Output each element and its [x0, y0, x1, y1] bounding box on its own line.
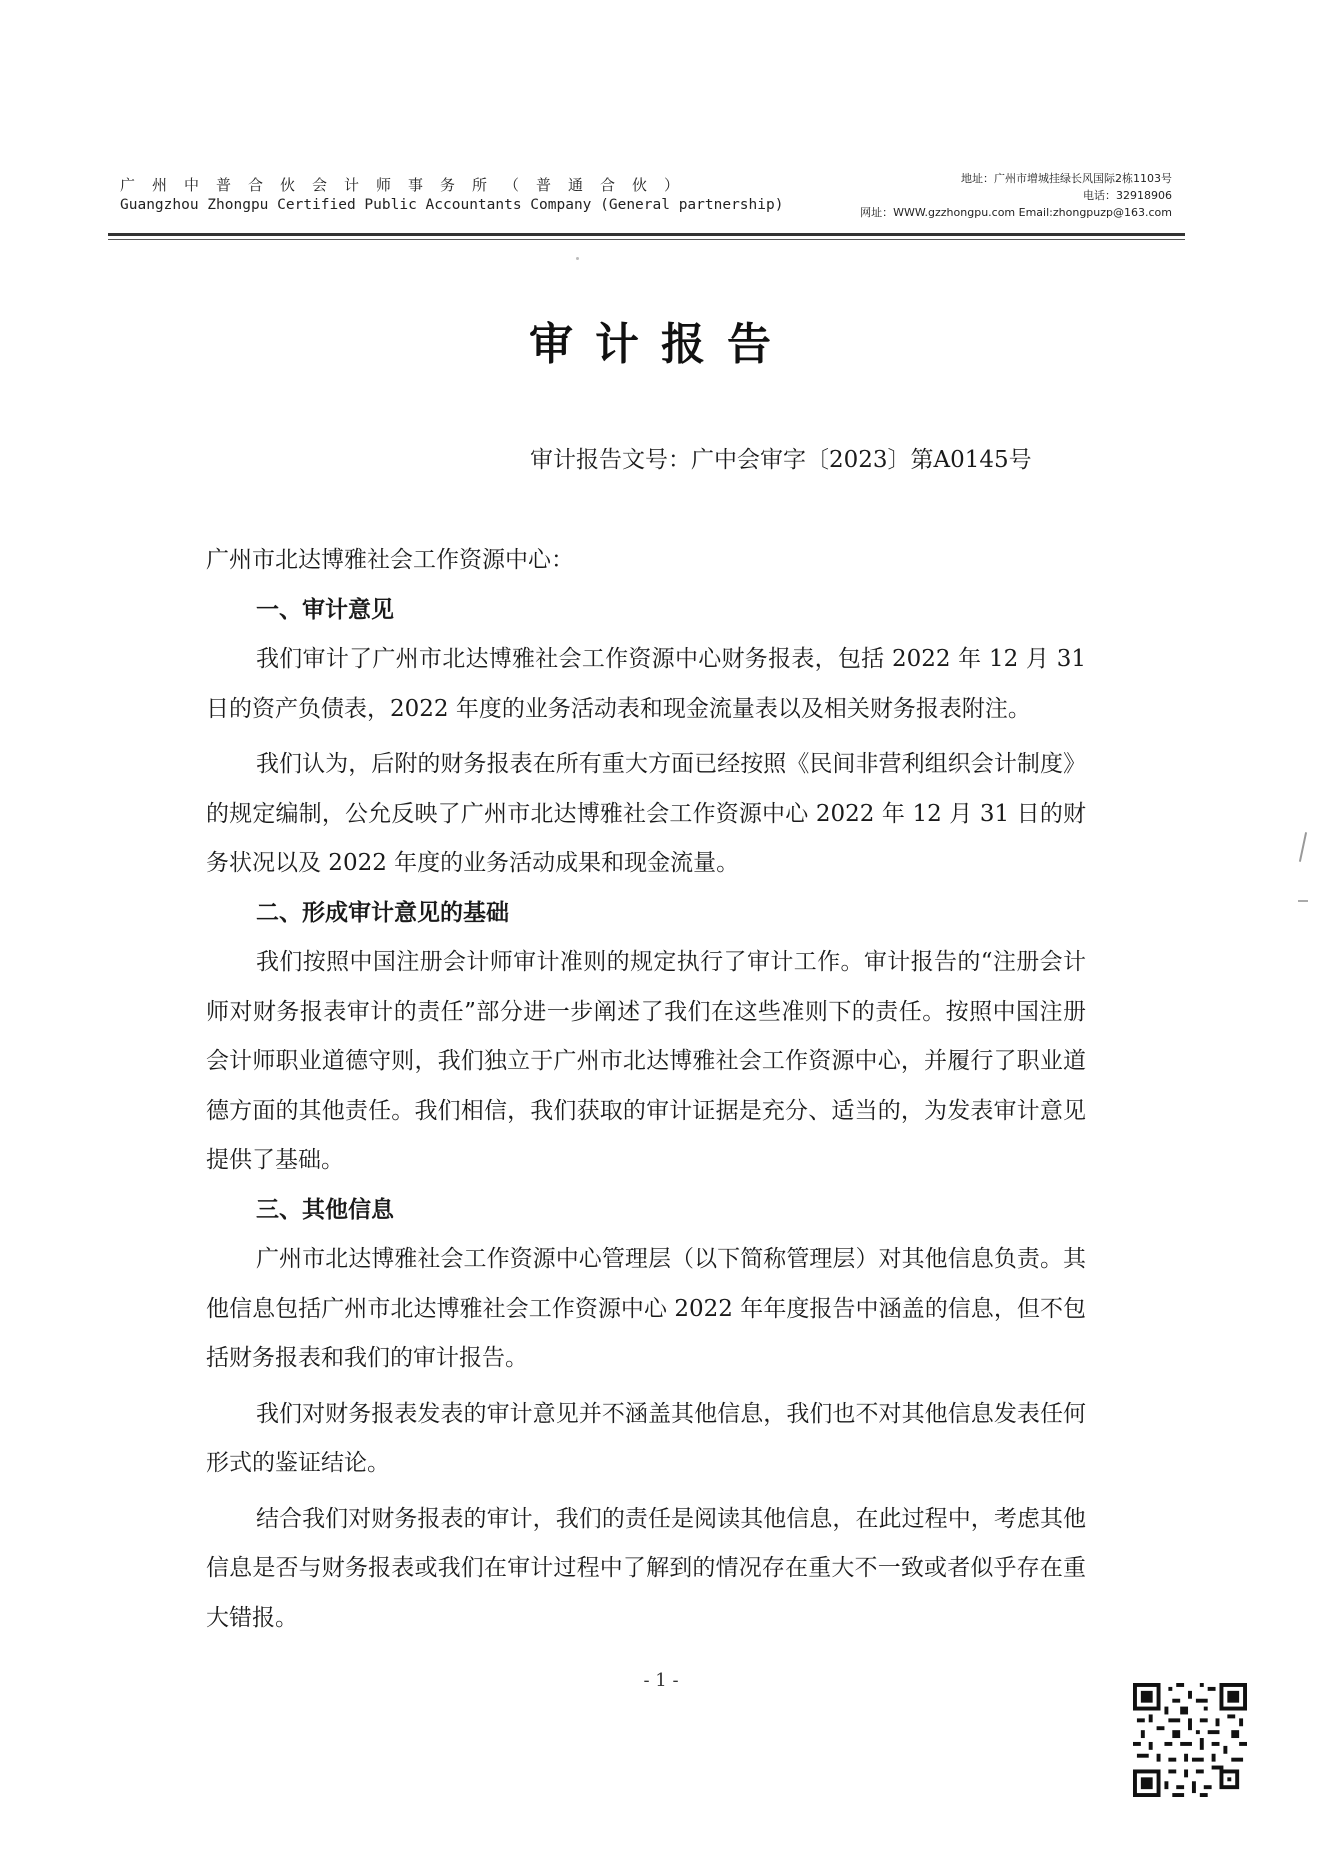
firm-name-cn: 广州中普合伙会计师事务所（普通合伙） [120, 176, 697, 194]
paragraph: 我们按照中国注册会计师审计准则的规定执行了审计工作。审计报告的“注册会计师对财务报表审计的责任”部分进一步阐述了我们在这些准则下的责任。按照中国注册会计师职业道德守则，我们独立于广州市北达博雅社会工作资源中心，并履行了职业道德方面的其他责任。我们相信，我们获取的审计证据是充分、适当的，为发表审计意见提供了基础。 [206, 949, 1086, 1173]
section-heading-basis: 二、形成审计意见的基础 [256, 899, 509, 926]
paragraph: 我们审计了广州市北达博雅社会工作资源中心财务报表，包括 2022 年 12 月 31 日的资产负债表，2022 年度的业务活动表和现金流量表以及相关财务报表附注。 [206, 646, 1086, 722]
scan-speck [576, 257, 579, 260]
section-heading-opinion: 一、审计意见 [256, 596, 394, 623]
firm-address: 地址：广州市增城挂绿长风国际2栋1103号 [961, 172, 1172, 185]
header-rule-thin [108, 239, 1185, 240]
header-rule-thick [108, 233, 1185, 236]
firm-contact [860, 170, 1172, 221]
report-title: 审计报告 [529, 319, 793, 370]
firm-phone: 电话：32918906 [1083, 189, 1172, 202]
firm-web-email: 网址：WWW.gzzhongpu.com Email:zhongpuzp@163.com [860, 206, 1172, 219]
section-heading-other-info: 三、其他信息 [256, 1196, 394, 1223]
letterhead [0, 0, 1322, 250]
scan-artifact [1299, 832, 1307, 862]
paragraph: 我们认为，后附的财务报表在所有重大方面已经按照《民间非营利组织会计制度》的规定编制，公允反映了广州市北达博雅社会工作资源中心 2022 年 12 月 31 日的财务状况以及 2022 年度的业务活动成果和现金流量。 [206, 751, 1086, 876]
report-number: 审计报告文号：广中会审字〔2023〕第A0145号 [530, 447, 1032, 473]
addressee: 广州市北达博雅社会工作资源中心： [206, 547, 574, 573]
page-number: - 1 - [643, 1670, 679, 1691]
report-body [206, 536, 1086, 1643]
paragraph: 结合我们对财务报表的审计，我们的责任是阅读其他信息，在此过程中，考虑其他信息是否与财务报表或我们在审计过程中了解到的情况存在重大不一致或者似乎存在重大错报。 [206, 1505, 1086, 1631]
qr-code-icon [1133, 1683, 1247, 1797]
paragraph: 我们对财务报表发表的审计意见并不涵盖其他信息，我们也不对其他信息发表任何形式的鉴证结论。 [206, 1400, 1086, 1476]
paragraph: 广州市北达博雅社会工作资源中心管理层（以下简称管理层）对其他信息负责。其他信息包括广州市北达博雅社会工作资源中心 2022 年年度报告中涵盖的信息，但不包括财务报表和我们的审计报告。 [206, 1246, 1086, 1371]
scan-artifact [1298, 900, 1308, 902]
firm-name-en: Guangzhou Zhongpu Certified Public Accountants Company (General partnership) [120, 197, 784, 213]
